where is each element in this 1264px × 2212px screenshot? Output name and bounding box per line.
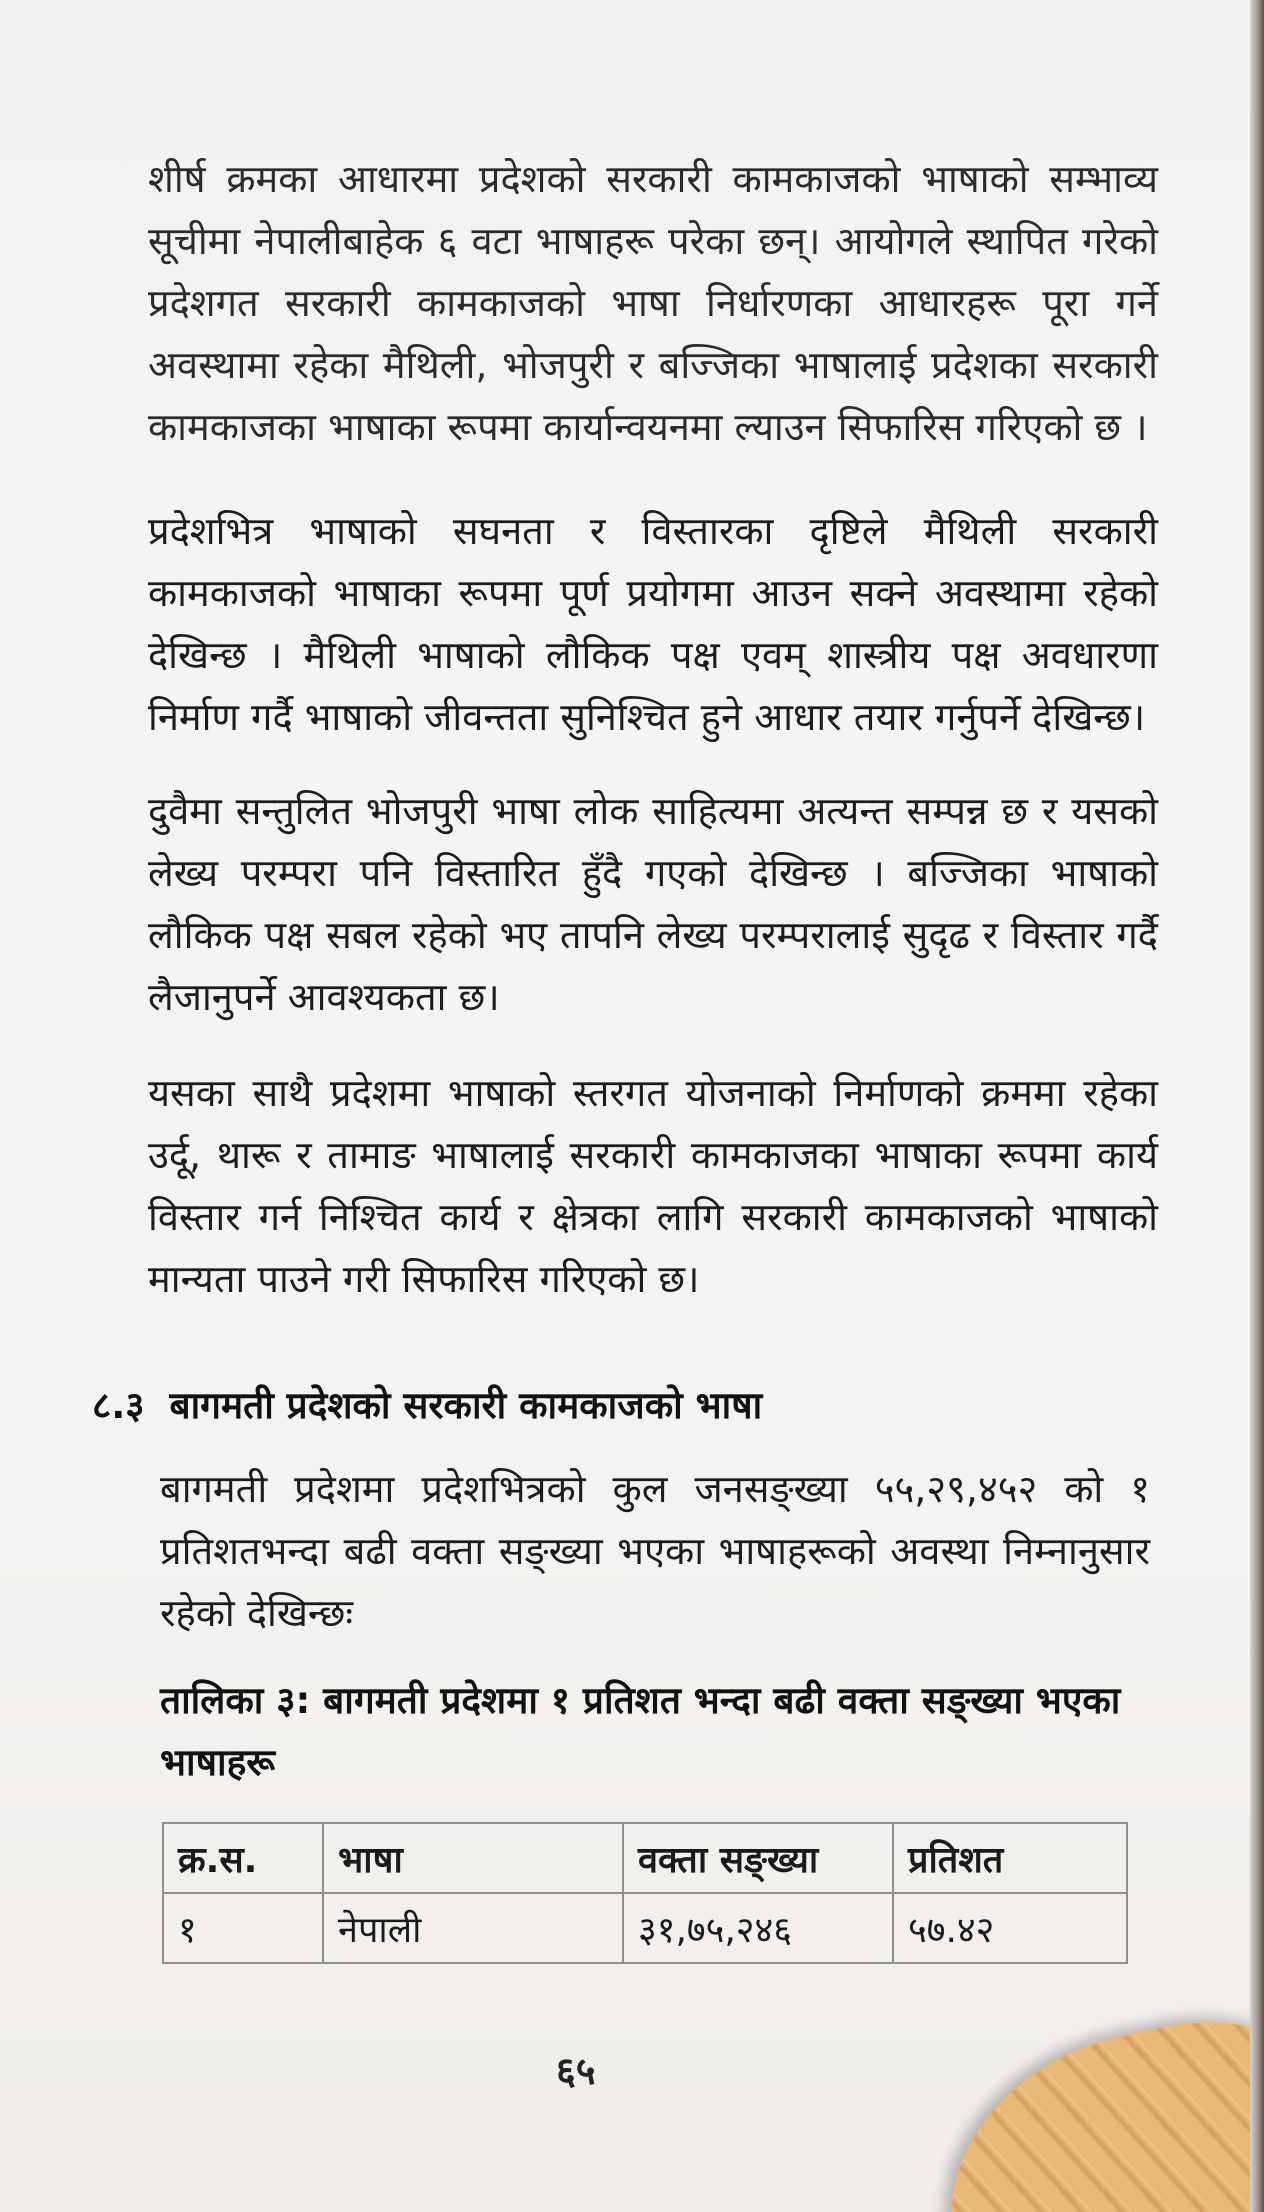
cell-serial: १ [163,1893,323,1963]
page-edge [1250,0,1264,2212]
cell-percent: ५७.४२ [893,1893,1127,1963]
section-intro: बागमती प्रदेशमा प्रदेशभित्रको कुल जनसङ्ख्या ५५,२९,४५२ को १ प्रतिशतभन्दा बढी वक्ता सङ्ख्या भएका भाषाहरूको अवस्था निम्नानुसार रहेको देखिन्छः [160,1467,1150,1635]
section-heading [92,1378,762,1429]
paragraph-3: दुवैमा सन्तुलित भोजपुरी भाषा लोक साहित्यमा अत्यन्त सम्पन्न छ र यसको लेख्य परम्परा पनि विस्तारित हुँदै गएको देखिन्छ । बज्जिका भाषाको लौकिक पक्ष सबल रहेको भए तापनि लेख्य परम्परालाई सुदृढ र विस्तार गर्दै लैजानुपर्ने आवश्यकता छ। [148,789,1158,1019]
header-speakers: वक्ता सङ्ख्या [623,1823,893,1893]
paragraph-1: शीर्ष क्रमका आधारमा प्रदेशको सरकारी कामकाजको भाषाको सम्भाव्य सूचीमा नेपालीबाहेक ६ वटा भाषाहरू परेका छन्। आयोगले स्थापित गरेको प्रदेशगत सरकारी कामकाजको भाषा निर्धारणका आधारहरू पूरा गर्ने अवस्थामा रहेका मैथिली, भोजपुरी र बज्जिका भाषालाई प्रदेशका सरकारी कामकाजका भाषाका रूपमा कार्यान्वयनमा ल्याउन सिफारिस गरिएको छ । [148,157,1158,449]
paragraph-4: यसका साथै प्रदेशमा भाषाको स्तरगत योजनाको निर्माणको क्रममा रहेका उर्दू, थारू र तामाङ भाषालाई सरकारी कामकाजका भाषाका रूपमा कार्य विस्तार गर्न निश्चित कार्य र क्षेत्रका लागि सरकारी कामकाजको भाषाको मान्यता पाउने गरी सिफारिस गरिएको छ। [148,1071,1158,1301]
section-title: बागमती प्रदेशको सरकारी कामकाजको भाषा [169,1384,763,1427]
paragraph-2: प्रदेशभित्र भाषाको सघनता र विस्तारका दृष्टिले मैथिली सरकारी कामकाजको भाषाका रूपमा पूर्ण प्रयोगमा आउन सक्ने अवस्थामा रहेको देखिन्छ । मैथिली भाषाको लौकिक पक्ष एवम् शास्त्रीय पक्ष अवधारणा निर्माण गर्दै भाषाको जीवन्तता सुनिश्चित हुने आधार तयार गर्नुपर्ने देखिन्छ। [148,509,1158,739]
page-number: ६५ [556,2049,596,2093]
header-percent: प्रतिशत [893,1823,1127,1893]
header-language: भाषा [323,1823,623,1893]
language-table [162,1822,1128,1964]
section-number: ८.३ [92,1384,145,1427]
table-row [163,1893,1127,1963]
header-serial: क्र.स. [163,1823,323,1893]
cell-speakers: ३१,७५,२४६ [623,1893,893,1963]
table-header-row [163,1823,1127,1893]
desk-corner [919,1992,1250,2212]
cell-language: नेपाली [323,1893,623,1963]
table-caption: तालिका ३: बागमती प्रदेशमा १ प्रतिशत भन्दा बढी वक्ता सङ्ख्या भएका भाषाहरू [160,1679,1121,1784]
